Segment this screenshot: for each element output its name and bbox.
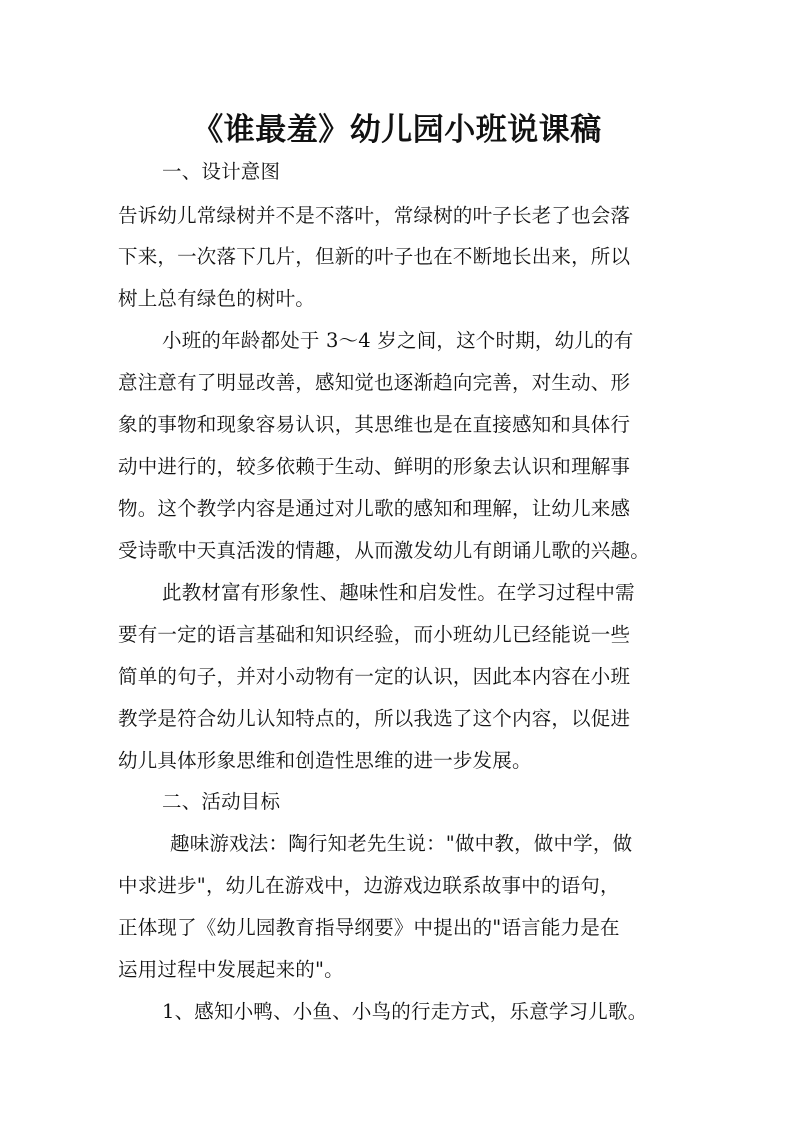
- section1-para1-line1: 告诉幼儿常绿树并不是不落叶，常绿树的叶子长老了也会落: [118, 204, 631, 227]
- section2-para1-line2: 中求进步"，幼儿在游戏中，边游戏边联系故事中的语句，: [118, 874, 620, 897]
- section1-para3-line2: 要有一定的语言基础和知识经验，而小班幼儿已经能说一些: [118, 623, 631, 646]
- section1-para2-line3: 象的事物和现象容易认识，其思维也是在直接感知和具体行: [118, 413, 631, 436]
- section2-goal1: 1、感知小鸭、小鱼、小鸟的行走方式，乐意学习儿歌。: [162, 1000, 648, 1023]
- section1-heading: 一、设计意图: [162, 160, 281, 183]
- section1-para1-line3: 树上总有绿色的树叶。: [118, 287, 316, 310]
- section2-heading: 二、活动目标: [162, 790, 281, 813]
- section1-para2-line1: 小班的年龄都处于 3～4 岁之间，这个时期，幼儿的有: [162, 329, 634, 352]
- section2-para1-line1: 趣味游戏法：陶行知老先生说："做中教，做中学，做: [170, 832, 633, 855]
- section1-para3-line4: 教学是符合幼儿认知特点的，所以我选了这个内容，以促进: [118, 707, 631, 730]
- section1-para2-line6: 受诗歌中天真活泼的情趣，从而激发幼儿有朗诵儿歌的兴趣。: [118, 539, 650, 562]
- section1-para2-line5: 物。这个教学内容是通过对儿歌的感知和理解，让幼儿来感: [118, 497, 631, 520]
- section1-para2-line2: 意注意有了明显改善，感知觉也逐渐趋向完善，对生动、形: [118, 371, 631, 394]
- section1-para2-line4: 动中进行的，较多依赖于生动、鲜明的形象去认识和理解事: [118, 455, 631, 478]
- section1-para1-line2: 下来，一次落下几片，但新的叶子也在不断地长出来，所以: [118, 245, 631, 268]
- section1-para3-line3: 简单的句子，并对小动物有一定的认识，因此本内容在小班: [118, 665, 631, 688]
- section2-para1-line3: 正体现了《幼儿园教育指导纲要》中提出的"语言能力是在: [118, 916, 620, 939]
- section1-para3-line1: 此教材富有形象性、趣味性和启发性。在学习过程中需: [162, 581, 635, 604]
- section1-para3-line5: 幼儿具体形象思维和创造性思维的进一步发展。: [118, 749, 532, 772]
- document-title: 《谁最羞》幼儿园小班说课稿: [192, 112, 602, 148]
- section2-para1-line4: 运用过程中发展起来的"。: [118, 958, 344, 981]
